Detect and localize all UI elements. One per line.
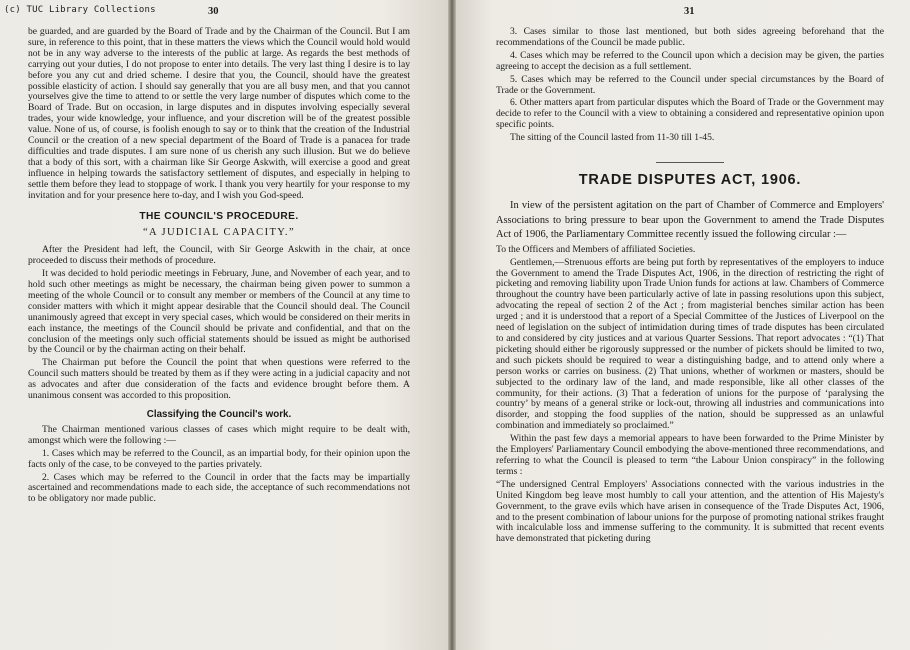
- list-item: 3. Cases similar to those last mentioned, but both sides agreeing beforehand that the recommendations of the Council be made public.: [496, 26, 884, 48]
- list-item: 4. Cases which may be referred to the Council upon which a decision may be given, the parties agreeing to accept the decision as a full settlement.: [496, 49, 884, 72]
- left-column: [28, 27, 410, 507]
- subheading-judicial-capacity: “A JUDICIAL CAPACITY.”: [142, 227, 296, 239]
- list-item: 2. Cases which may be referred to the Council in order that the facts may be impartially ascertained and recommendations made to each side, the acceptance of such recommendations not to be obligatory nor made public.: [28, 471, 410, 505]
- heading-classifying-work: Classifying the Council's work.: [146, 409, 292, 420]
- circular-address: To the Officers and Members of affiliated Societies.: [496, 243, 696, 255]
- heading-trade-disputes-act: TRADE DISPUTES ACT, 1906.: [578, 172, 802, 189]
- heading-council-procedure: THE COUNCIL'S PROCEDURE.: [139, 210, 299, 222]
- page-number-right: 31: [684, 6, 695, 17]
- right-column: [496, 27, 884, 547]
- paragraph: After the President had left, the Council, with Sir George Askwith in the chair, at once proceeded to discuss their methods of procedure.: [28, 244, 410, 267]
- section-divider: [656, 162, 724, 163]
- page-number-left: 30: [208, 6, 219, 17]
- paragraph: In view of the persistent agitation on the part of Chamber of Commerce and Employers' Associations to bring pressure to bear upon the Government to amend the Trade Disputes Act of 1906, the Parliamentary Committee recently issued the following circular :—: [496, 199, 884, 241]
- paragraph: The Chairman put before the Council the point that when questions were referred to the Council such matters should be treated by them as if they were acting in a judicial capacity and not as advocates and after due consideration of the facts and evidence brought before them. A unanimous consent was accorded to this proposition.: [28, 357, 410, 402]
- list-item: 6. Other matters apart from particular disputes which the Board of Trade or the Government may decide to refer to the Council with a view to obtaining a considered and representative opinion upon specific points.: [496, 97, 884, 131]
- list-item: 1. Cases which may be referred to the Council, as an impartial body, for their opinion upon the facts only of the case, to be conveyed to the parties privately.: [28, 447, 410, 470]
- paragraph: be guarded, and are guarded by the Board of Trade and by the Chairman of the Council. But I am sure, in reference to this point, that in these matters the views which the Council would hold would not be in any way adverse to the interests of the public at large. As regards the best methods of carrying out your duties, I do not propose to enter into details. The very last thing I desire is to lay before you any cut and dried scheme. I desire that you, the Council, should have the greatest possible elasticity of action. I should say generally that you are all busy men, and that you cannot yourselves give the time to attend to or settle the very large number of disputes which come to the Board of Trade. But on occasion, in large disputes and in disputes involving especially several trades, your wide knowledge, your influence, and your discretion will be of the greatest possible value. None of us, of course, is foolish enough to say or to think that the creation of the Industrial Council or the creation of a new special department of the Board of Trade is a panacea for trade difficulties and trade disputes. I am sure none of us cherish any such illusion. But we do believe that a body of this sort, with a chairman like Sir George Askwith, will exercise a good and great influence in helping towards the satisfactory settlement of disputes, and especially in helping to settle them before they lead to stoppage of work. I thank you very heartily for your response to my invitation and for your presence here to-day, and I wish you God-speed.: [28, 26, 410, 201]
- left-page: [0, 0, 448, 650]
- paragraph: It was decided to hold periodic meetings in February, June, and November of each year, and to hold such other meetings as might be necessary, the chairman being given power to summon a meeting of the whole Council or to consult any member or members of the Council at any time to consider matters with which it might appear desirable that the Council should deal. The Council unanimously agreed that except in very special cases, which would be considered on their merits in each instance, the meetings of the Council should be private and confidential, and that on the conclusion of the meetings only such official statements should be issued as might be authorised by the Council or by the chairman acting on their behalf.: [28, 268, 410, 356]
- paragraph: Within the past few days a memorial appears to have been forwarded to the Prime Minister by the Employers' Parliamentary Council embodying the above-mentioned three recommendations, and referring to what the Council is pleased to term “the Labour Union conspiracy” in the following terms :: [496, 433, 884, 477]
- paragraph: Gentlemen,—Strenuous efforts are being put forth by representatives of the employers to induce the Government to amend the Trade Disputes Act, 1906, in the direction of restricting the right of picketing and removing liability upon Trade Union funds for actions at law. Chambers of Commerce throughout the country have been particularly active of late in passing resolutions upon this subject, advocating the repeal of section 2 of the Act ; from magisterial benches similar action has been urged ; and it is understood that a report of a Special Committee of the Justices of Liverpool on the need of legislation on the subject of intimidation during times of trade disputes has been circulated to and considered by city justices and at various Quarter Sessions. That report advocates : “(1) That picketing should either be rigorously suppressed or the number of pickets should be limited to two, and such pickets should be required to wear a distinguishing badge, and to attend only where a person works or carries on business. (2) That unions, whether of workmen or masters, should be subjected to the ordinary law of the land, and made responsible, like all other classes of the community, for their actions. (3) That a federation of unions for the purpose of ‘paralysing the country’ by means of a general strike or lock-out, throwing all industries and communications into disorder, and stopping the food supplies of the nation, should be suppressed as an unlawful combination and immediately so proclaimed.”: [496, 256, 884, 432]
- paragraph: The sitting of the Council lasted from 11-30 till 1-45.: [510, 132, 715, 144]
- quoted-memorial: “The undersigned Central Employers' Associations connected with the various industries in the United Kingdom beg leave most humbly to call your attention, and the attention of His Majesty's Government, to the grave evils which have arisen in consequence of the Trade Disputes Act, 1906, and to the present combination of labour unions for the purpose of promoting national strikes fraught with incalculable loss and immense suffering to the community. It is submitted that recent events have demonstrated that picketing during: [496, 478, 884, 545]
- list-item: 5. Cases which may be referred to the Council under special circumstances by the Board of Trade or the Government.: [496, 73, 884, 96]
- paragraph: The Chairman mentioned various classes of cases which might require to be dealt with, amongst which were the following :—: [28, 423, 410, 446]
- book-gutter: [448, 0, 456, 650]
- watermark: (c) TUC Library Collections: [4, 5, 156, 15]
- right-page: [456, 0, 910, 650]
